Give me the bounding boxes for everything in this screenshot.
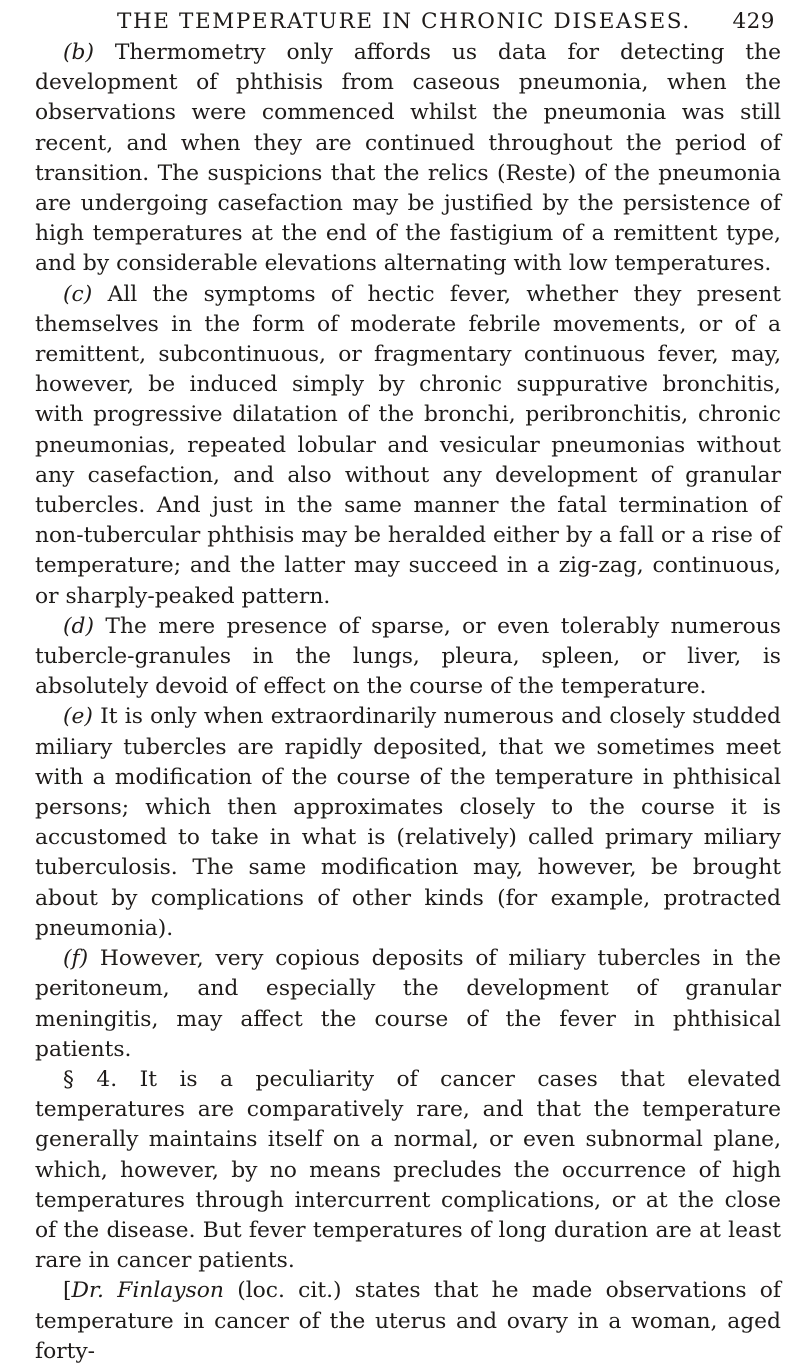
author-name: Dr. Finlayson [71, 1278, 224, 1304]
paragraph-text: Thermometry only affords us data for detecting the development of phthisis from caseous pneumonia, when the observations were commenced whilst the pneumonia was still recent, and when they are continued throughout the period of transition. The suspicions that the relics (Reste) of the pneumonia are undergoing casefaction may be justified by the persistence of high temperatures at the end of the fastigium of a remittent type, and by considerable elevations alternating with low temperatures. [35, 40, 781, 277]
paragraph-f [35, 944, 781, 1065]
paragraph-text: All the symptoms of hectic fever, whether they present themselves in the form of moderate febrile movements, or of a remittent, subcontinuous, or fragmentary continuous fever, may, however, be induced simply by chronic suppurative bronchitis, with progressive dilatation of the bronchi, peribronchitis, chronic pneumonias, repeated lobular and vesicular pneumonias without any casefaction, and also without any development of granular tubercles. And just in the same manner the fatal termination of non-tubercular phthisis may be heralded either by a fall or a rise of temperature; and the latter may succeed in a zig-zag, continuous, or sharply-peaked pattern. [35, 281, 781, 609]
paragraph-marker: (f) [63, 946, 89, 972]
page-number: 429 [732, 9, 775, 34]
paragraph-text: (loc. cit.) states that he made observations of temperature in cancer of the uterus and ovary in a woman, aged forty- [35, 1278, 781, 1364]
paragraph-text: The mere presence of sparse, or even tolerably numerous tubercle-granules in the lungs, pleura, spleen, or liver, is absolutely devoid of effect on the course of the temperature. [35, 613, 781, 700]
paragraph-b [35, 38, 781, 280]
running-head-title: THE TEMPERATURE IN CHRONIC DISEASES. [117, 9, 691, 34]
paragraph-finlayson [35, 1276, 781, 1367]
paragraph-c [35, 280, 781, 612]
paragraph-text: § 4. It is a peculiarity of cancer cases that elevated temperatures are comparatively rare, and that the temperature generally maintains itself on a normal, or even subnormal plane, which, however, by no means precludes the occurrence of high temperatures through intercurrent complications, or at the close of the disease. But fever temperatures of long duration are at least rare in cancer patients. [35, 1066, 781, 1274]
body-text [35, 38, 781, 1367]
paragraph-section-4 [35, 1065, 781, 1276]
paragraph-marker: (d) [63, 613, 94, 639]
paragraph-marker: (b) [63, 40, 94, 65]
paragraph-text: However, very copious deposits of miliary tubercles in the peritoneum, and especially the development of granular meningitis, may affect the course of the fever in phthisical patients. [35, 946, 781, 1062]
paragraph-marker: (e) [63, 704, 93, 730]
paragraph-d [35, 612, 781, 703]
bracket-open: [ [63, 1278, 72, 1304]
running-head [40, 4, 780, 40]
paragraph-text: It is only when extraordinarily numerous and closely studded miliary tubercles are rapidly deposited, that we sometimes meet with a modification of the course of the temperature in phthisical persons; which then approximates closely to the course it is accustomed to take in what is (relatively) called primary miliary tuberculosis. The same modification may, however, be brought about by complications of other kinds (for example, protracted pneumonia). [35, 704, 781, 941]
paragraph-e [35, 702, 781, 944]
paragraph-marker: (c) [63, 281, 93, 307]
